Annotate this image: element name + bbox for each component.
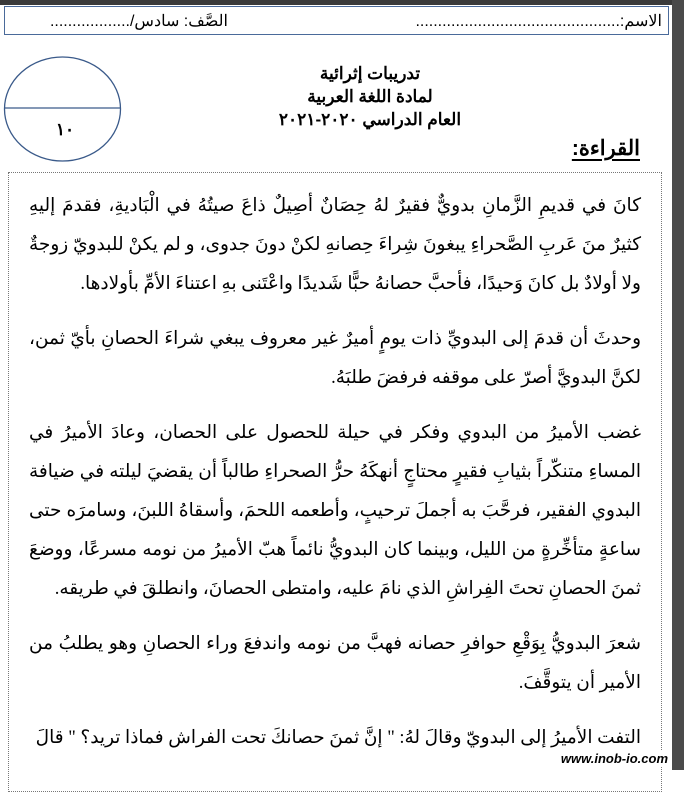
paragraph: وحدثَ أن قدمَ إلى البدويِّ ذات يومٍ أميرٌ غير معروف يبغي شراءَ الحصانِ بأيّ ثمن، لكنَّ البدويَّ أصرّ على موقفه فرفضَ طلبَهُ. bbox=[29, 329, 641, 388]
paragraph: غضب الأميرُ من البدوي وفكر في حيلة للحصول على الحصان، وعادَ الأميرُ في المساءِ متنكّراً بثيابِ فقيرٍ محتاجٍ أنهكَهُ حرُّ الصحراءِ طالباً أن يقضيَ ليلته في ضيافة البدوي الفقير، فرحَّبَ به أجملَ ترحيبٍ، وأطعمه اللحمَ، وأسقاهُ اللبنَ، وسامرَه حتى ساعةٍ متأخِّرةٍ من الليل، وبينما كان البدويُّ نائماً هبّ الأميرُ من نومه مسرعًا، ووضعَ ثمنَ الحصانِ تحتَ الفِراشِ الذي نامَ عليه، وامتطى الحصانَ، وانطلقَ في طريقه. bbox=[29, 423, 641, 599]
title-line-2: لمادة اللغة العربية bbox=[307, 87, 433, 106]
class-field[interactable]: الصَّف: سادس/.................. bbox=[49, 13, 228, 30]
title-line-1: تدريبات إثرائية bbox=[319, 64, 421, 83]
window-top-edge bbox=[0, 0, 684, 5]
section-title: القراءة: bbox=[571, 137, 640, 160]
watermark: www.inob-io.com bbox=[560, 751, 668, 766]
student-info-box bbox=[4, 6, 669, 35]
scrollbar[interactable] bbox=[672, 0, 684, 770]
title-line-3: العام الدراسي ٢٠٢٠-٢٠٢١ bbox=[278, 110, 462, 129]
max-score: ١٠ bbox=[55, 120, 75, 139]
paragraph: التفت الأميرُ إلى البدويّ وقالَ لهُ: " إنَّ ثمنَ حصانكَ تحت الفراش فماذا تريد؟ " قالَ bbox=[35, 728, 641, 748]
paragraph: كانَ في قديمِ الزَّمانِ بدويٌّ فقيرٌ لهُ حِصَانٌ أصِيلٌ ذاعَ صيتُهُ في الْبَاديةِ، فقدمَ إليهِ كثيرٌ منَ عَربِ الصَّحراءِ يبغونَ شِراءَ حِصانهِ لكنْ دونَ جدوى، و لم يكنْ للبدويّ زوجةٌ ولا أولادٌ بل كانَ وَحيدًا، فأحبَّ حصانهُ حبًّا شَديدًا واعْتَنى بهِ اعتناءَ الأمِّ بأولادها. bbox=[29, 196, 641, 294]
reading-passage bbox=[8, 172, 662, 792]
grade-oval bbox=[3, 55, 122, 163]
name-field[interactable]: الاسم:.............................................. bbox=[415, 13, 662, 30]
paragraph: شعرَ البدويُّ بِوَقْعِ حوافرِ حصانه فهبَّ من نومه واندفعَ وراء الحصانِ وهو يطلبُ من الأمير أن يتوقَّفَ. bbox=[29, 634, 641, 693]
